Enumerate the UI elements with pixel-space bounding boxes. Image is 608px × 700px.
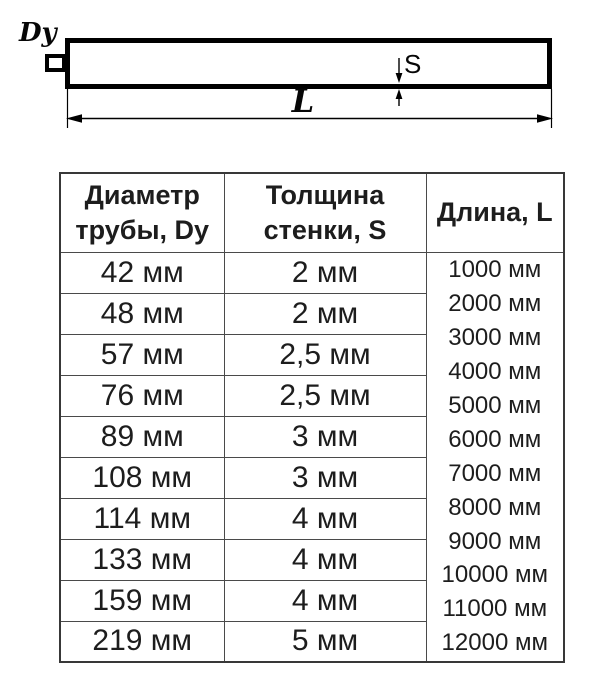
col-header-thickness-line2: стенки, S — [263, 214, 387, 245]
pipe-nipple — [47, 56, 64, 70]
thickness-cell: 2,5 мм — [224, 375, 426, 416]
length-item: 6000 мм — [448, 425, 542, 453]
s-label: S — [404, 49, 422, 79]
diameter-cell: 219 мм — [60, 621, 224, 662]
thickness-cell: 2 мм — [224, 293, 426, 334]
pipe-diagram — [0, 0, 608, 150]
pipe-spec-table — [59, 172, 565, 663]
diameter-cell: 57 мм — [60, 334, 224, 375]
l-label: L — [291, 82, 315, 120]
col-header-length — [426, 173, 564, 252]
length-item: 5000 мм — [448, 391, 542, 419]
length-item: 4000 мм — [448, 358, 542, 386]
col-header-thickness — [224, 173, 426, 252]
diameter-cell: 159 мм — [60, 580, 224, 621]
diameter-cell: 76 мм — [60, 375, 224, 416]
length-item: 11000 мм — [442, 595, 548, 623]
diameter-cell: 89 мм — [60, 416, 224, 457]
thickness-cell: 3 мм — [224, 457, 426, 498]
diameter-cell: 108 мм — [60, 457, 224, 498]
length-item: 2000 мм — [448, 290, 542, 318]
length-list-cell — [426, 252, 564, 662]
col-header-length-line: Длина, L — [436, 197, 553, 228]
length-item: 10000 мм — [441, 561, 548, 589]
col-header-diameter-line2: трубы, Dy — [75, 214, 210, 245]
table-row — [60, 252, 564, 293]
length-item: 9000 мм — [448, 527, 542, 555]
col-header-thickness-line1: Толщина — [265, 179, 385, 210]
length-arrowhead-left — [66, 114, 82, 123]
thickness-cell: 2,5 мм — [224, 334, 426, 375]
col-header-diameter-line1: Диаметр — [84, 179, 200, 210]
thickness-cell: 4 мм — [224, 498, 426, 539]
diameter-cell: 133 мм — [60, 539, 224, 580]
thickness-cell: 5 мм — [224, 621, 426, 662]
table-header-row — [60, 173, 564, 252]
thickness-cell: 3 мм — [224, 416, 426, 457]
pipe-body — [68, 41, 550, 87]
length-item: 12000 мм — [441, 629, 548, 657]
diameter-cell: 48 мм — [60, 293, 224, 334]
diameter-cell: 42 мм — [60, 252, 224, 293]
length-item: 7000 мм — [448, 459, 542, 487]
length-item: 8000 мм — [448, 493, 542, 521]
thickness-cell: 4 мм — [224, 580, 426, 621]
thickness-cell: 2 мм — [224, 252, 426, 293]
wall-thickness-arrowhead-up — [396, 89, 403, 99]
length-item: 3000 мм — [448, 324, 542, 352]
diameter-cell: 114 мм — [60, 498, 224, 539]
thickness-cell: 4 мм — [224, 539, 426, 580]
length-arrowhead-right — [537, 114, 553, 123]
col-header-diameter — [60, 173, 224, 252]
length-item: 1000 мм — [448, 256, 542, 284]
dy-label: Dy — [19, 18, 57, 48]
